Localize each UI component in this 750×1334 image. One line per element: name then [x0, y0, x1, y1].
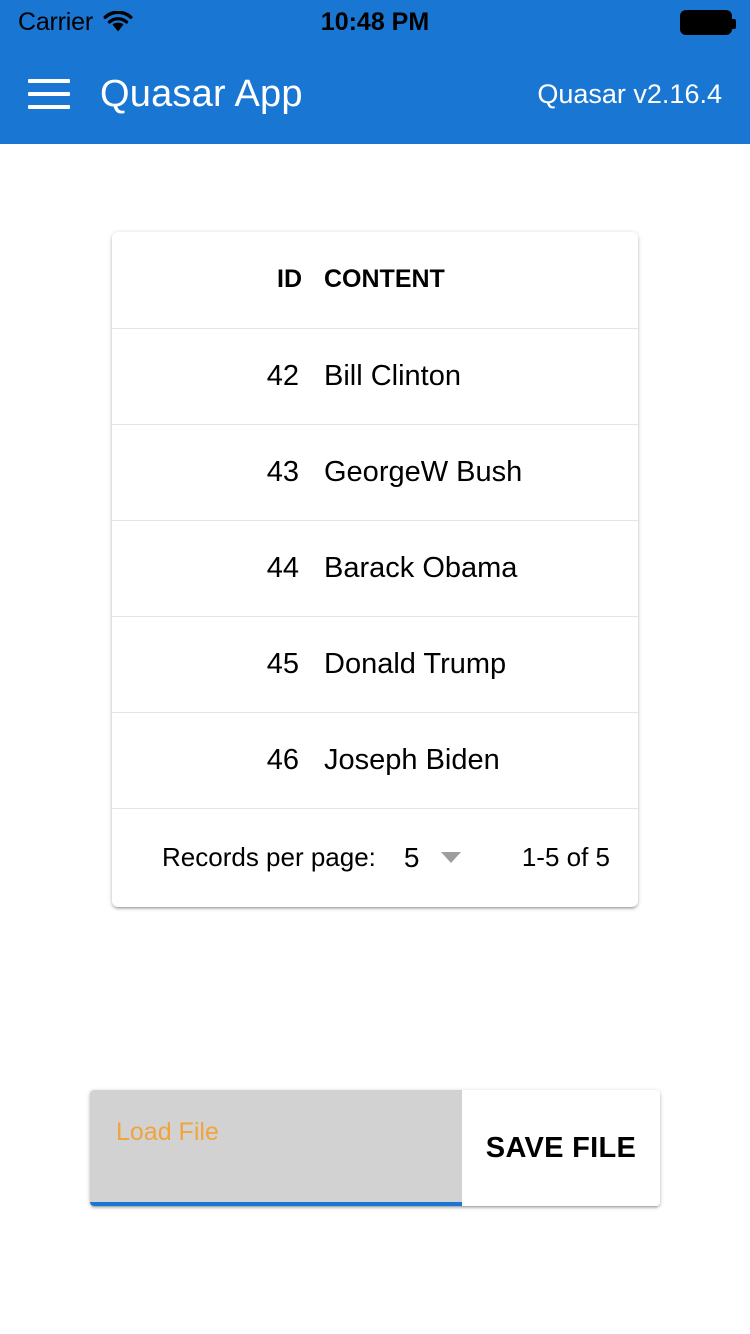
cell-id: 43	[112, 424, 324, 520]
table-row[interactable]	[112, 616, 638, 712]
status-bar-time: 10:48 PM	[320, 7, 430, 36]
data-table-card	[112, 232, 638, 907]
page-content	[0, 144, 750, 1334]
cell-id: 46	[112, 712, 324, 808]
table-row[interactable]	[112, 712, 638, 808]
battery-full-icon	[680, 10, 732, 35]
table-row[interactable]	[112, 424, 638, 520]
table-row[interactable]	[112, 328, 638, 424]
load-file-button[interactable]	[90, 1090, 462, 1206]
data-table	[112, 232, 638, 809]
app-version-label: Quasar v2.16.4	[537, 78, 722, 109]
status-bar-right	[680, 10, 732, 35]
column-header-content[interactable]: CONTENT	[324, 232, 638, 328]
table-row[interactable]	[112, 520, 638, 616]
load-file-label: Load File	[116, 1118, 219, 1146]
status-bar	[0, 0, 750, 44]
cell-content: Bill Clinton	[324, 328, 638, 424]
rows-per-page-select[interactable]	[404, 842, 462, 874]
chevron-down-icon	[441, 852, 461, 863]
cell-content: Donald Trump	[324, 616, 638, 712]
pagination-range-label: 1-5 of 5	[521, 842, 610, 872]
table-header	[112, 232, 638, 328]
table-pagination	[112, 809, 638, 907]
cell-content: Barack Obama	[324, 520, 638, 616]
cell-id: 45	[112, 616, 324, 712]
save-file-button[interactable]: SAVE FILE	[462, 1090, 660, 1206]
records-per-page-label: Records per page:	[162, 842, 376, 872]
status-bar-left	[18, 8, 133, 37]
cell-content: GeorgeW Bush	[324, 424, 638, 520]
app-header	[0, 44, 750, 144]
cell-content: Joseph Biden	[324, 712, 638, 808]
wifi-icon	[103, 11, 133, 33]
table-body	[112, 328, 638, 808]
table-header-row	[112, 232, 638, 328]
carrier-label: Carrier	[18, 7, 93, 36]
hamburger-menu-icon[interactable]	[28, 71, 74, 117]
cell-id: 42	[112, 328, 324, 424]
rows-per-page-value: 5	[403, 841, 420, 873]
column-header-id[interactable]: ID	[112, 232, 324, 328]
page-title: Quasar App	[100, 72, 303, 115]
file-actions-group	[90, 1090, 660, 1206]
cell-id: 44	[112, 520, 324, 616]
